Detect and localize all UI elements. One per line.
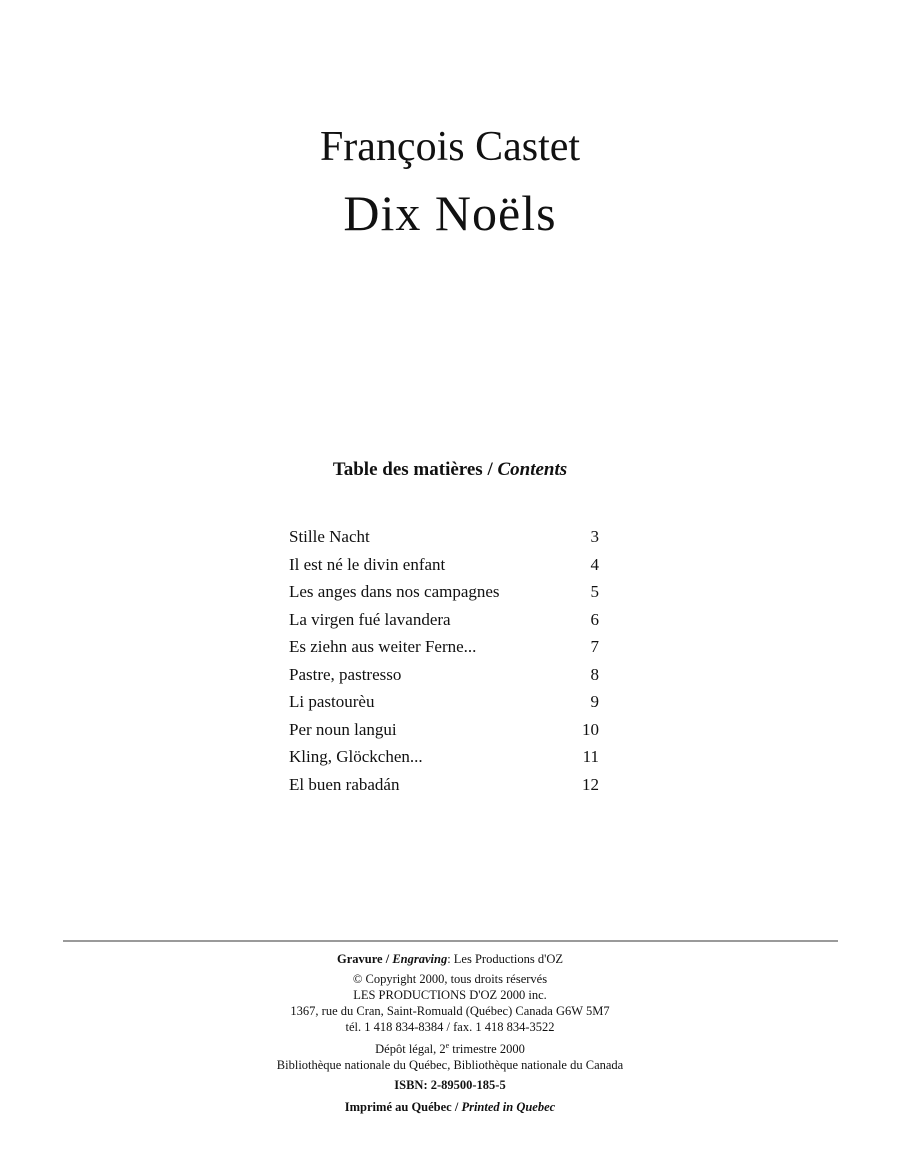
toc-entry-title: Li pastourèu [289,692,375,711]
toc-entry[interactable] [289,664,599,692]
printed-fr: Imprimé au Québec / [344,1100,459,1114]
national-libraries: Bibliothèque nationale du Québec, Bibliothèque nationale du Canada [276,1058,624,1072]
toc-list [289,526,599,801]
toc-entry[interactable] [289,746,599,774]
toc-entry[interactable] [289,719,599,747]
toc-entry-page: 7 [590,637,599,656]
author-name: François Castet [319,124,581,170]
toc-entry-page: 3 [590,527,599,546]
engraving-label-en: Engraving [392,952,448,966]
toc-entry[interactable] [289,526,599,554]
toc-entry-title: Kling, Glöckchen... [289,747,423,766]
toc-entry-title: Il est né le divin enfant [289,554,446,574]
score-title: Dix Noëls [343,185,557,241]
toc-entry-title: Les anges dans nos campagnes [289,582,500,601]
printed-in [0,1099,900,1115]
toc-entry-page: 6 [590,609,599,629]
publisher-address: 1367, rue du Cran, Saint-Romuald (Québec) Canada G6W 5M7 [290,1004,610,1018]
toc-entry-title: El buen rabadán [289,774,400,794]
toc-entry-page: 5 [590,582,599,601]
toc-entry-title: Es ziehn aus weiter Ferne... [289,637,477,656]
toc-entry-page: 11 [582,747,599,766]
isbn: ISBN: 2-89500-185-5 [394,1078,506,1092]
printed-en: Printed in Quebec [461,1100,556,1114]
toc-entry-page: 8 [590,664,599,684]
toc-entry[interactable] [289,554,599,582]
colophon [0,951,900,1115]
engraving-credit [0,951,900,967]
publisher-name: LES PRODUCTIONS D'OZ 2000 inc. [353,988,547,1002]
legal-deposit: Dépôt légal, 2e trimestre 2000 [375,1040,525,1056]
toc-entry-page: 12 [582,774,599,794]
toc-entry[interactable] [289,609,599,637]
toc-heading-fr: Table des matières / [332,459,493,480]
toc-entry-title: La virgen fué lavandera [289,609,451,629]
engraver-name: : Les Productions d'OZ [447,952,563,966]
toc-heading [0,458,900,482]
copyright-line: © Copyright 2000, tous droits réservés [352,972,548,986]
publisher-phone: tél. 1 418 834-8384 / fax. 1 418 834-3522 [345,1020,555,1034]
toc-entry-page: 4 [590,554,599,574]
toc-entry[interactable] [289,774,599,802]
toc-entry-title: Pastre, pastresso [289,664,402,684]
toc-entry-title: Per noun langui [289,719,397,739]
toc-entry[interactable] [289,581,599,609]
toc-entry[interactable] [289,691,599,719]
toc-heading-en: Contents [497,459,568,480]
toc-entry[interactable] [289,636,599,664]
toc-entry-page: 9 [590,692,599,711]
toc-entry-title: Stille Nacht [289,527,370,546]
toc-entry-page: 10 [582,719,599,739]
engraving-label-fr: Gravure / [336,952,390,966]
footer-divider [63,940,838,942]
